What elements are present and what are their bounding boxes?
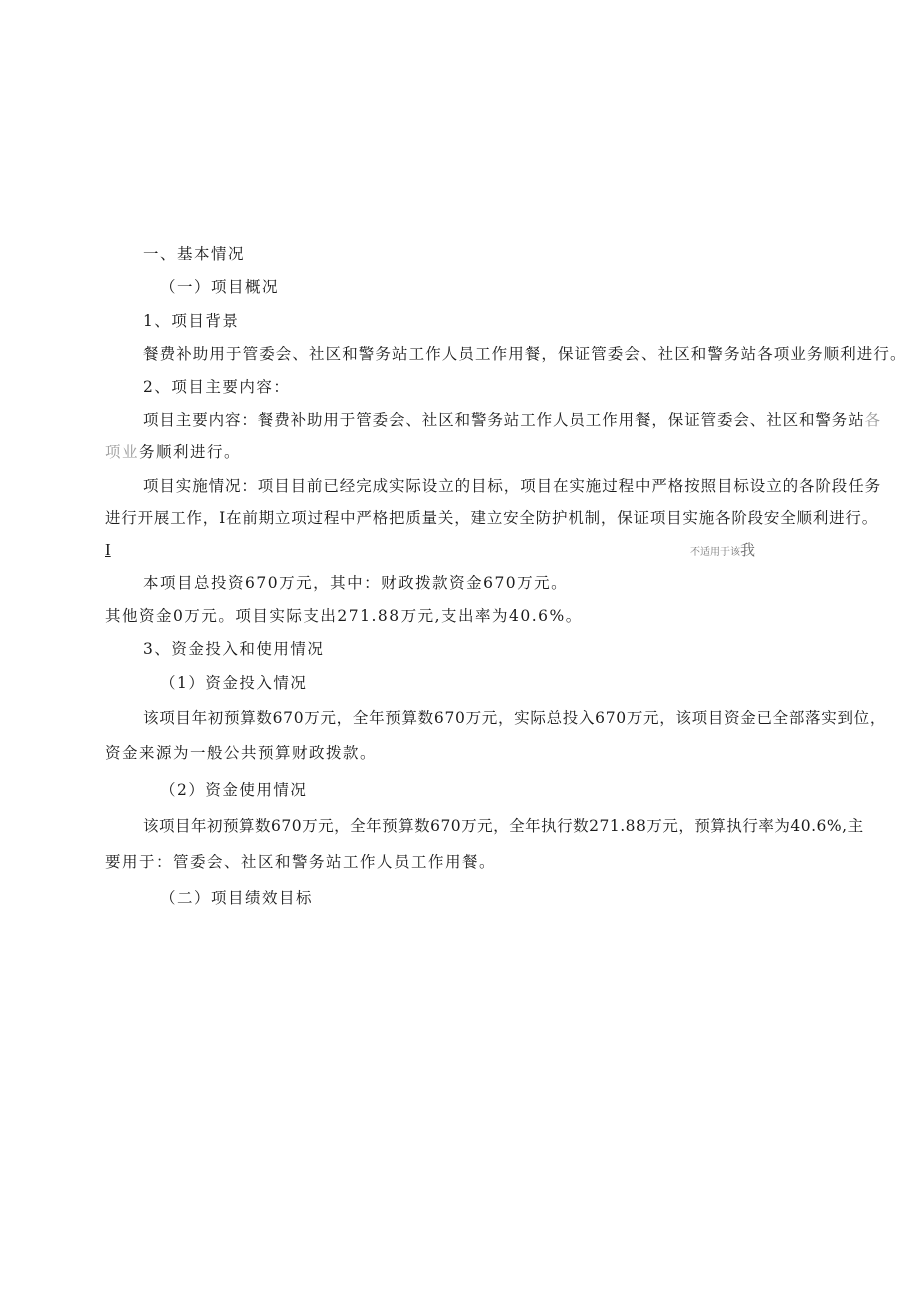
subitem-heading-funding-input: （1）资金投入情况 [160,674,308,692]
paragraph-background: 餐费补助用于管委会、社区和警务站工作人员工作用餐，保证管委会、社区和警务站各项业务顺利进行。 [143,345,907,363]
text-cursor-mark: I [105,540,111,559]
subsection-heading-project-overview: （一）项目概况 [160,278,280,296]
paragraph-investment-line-1: 本项目总投资670万元，其中：财政拨款资金670万元。 [143,574,569,592]
paragraph-funding-usage-line-1: 该项目年初预算数670万元，全年预算数670万元，全年执行数271.88万元，预算执行率为40.6%,主 [143,817,864,835]
paragraph-implementation-line-1: 项目实施情况：项目目前已经完成实际设立的目标，项目在实施过程中严格按照目标设立的各阶段任务 [143,477,882,495]
item-heading-background: 1、项目背景 [143,312,240,330]
main-content-faded-text: 项业 [105,443,140,461]
margin-annotation-char: 我 [740,541,756,559]
paragraph-main-content-line-1 [143,410,881,430]
paragraph-implementation-line-2: 进行开展工作，I在前期立项过程中严格把质量关，建立安全防护机制，保证项目实施各阶段安全顺利进行。 [105,509,879,527]
section-heading-basic-info: 一、基本情况 [143,245,246,263]
subitem-heading-funding-usage: （2）资金使用情况 [160,781,308,799]
paragraph-investment-line-2: 其他资金0万元。项目实际支出271.88万元,支出率为40.6%。 [105,607,583,625]
paragraph-funding-input-line-2: 资金来源为一般公共预算财政拨款。 [105,744,378,762]
item-heading-funding: 3、资金投入和使用情况 [143,640,325,658]
margin-annotation [690,540,755,563]
item-heading-main-content: 2、项目主要内容： [143,378,291,396]
paragraph-main-content-line-2 [105,442,241,462]
paragraph-funding-usage-line-2: 要用于：管委会、社区和警务站工作人员工作用餐。 [105,853,497,871]
paragraph-funding-input-line-1: 该项目年初预算数670万元，全年预算数670万元，实际总投入670万元，该项目资金已全部落实到位， [143,709,887,727]
main-content-text: 项目主要内容：餐费补助用于管委会、社区和警务站工作人员工作用餐，保证管委会、社区和警务站 [143,411,865,429]
margin-annotation-text: 不适用于该 [690,547,740,558]
main-content-text: 务顺利进行。 [139,443,242,461]
subsection-heading-performance-goals: （二）项目绩效目标 [160,889,314,907]
main-content-faded-text: 各 [864,411,882,429]
